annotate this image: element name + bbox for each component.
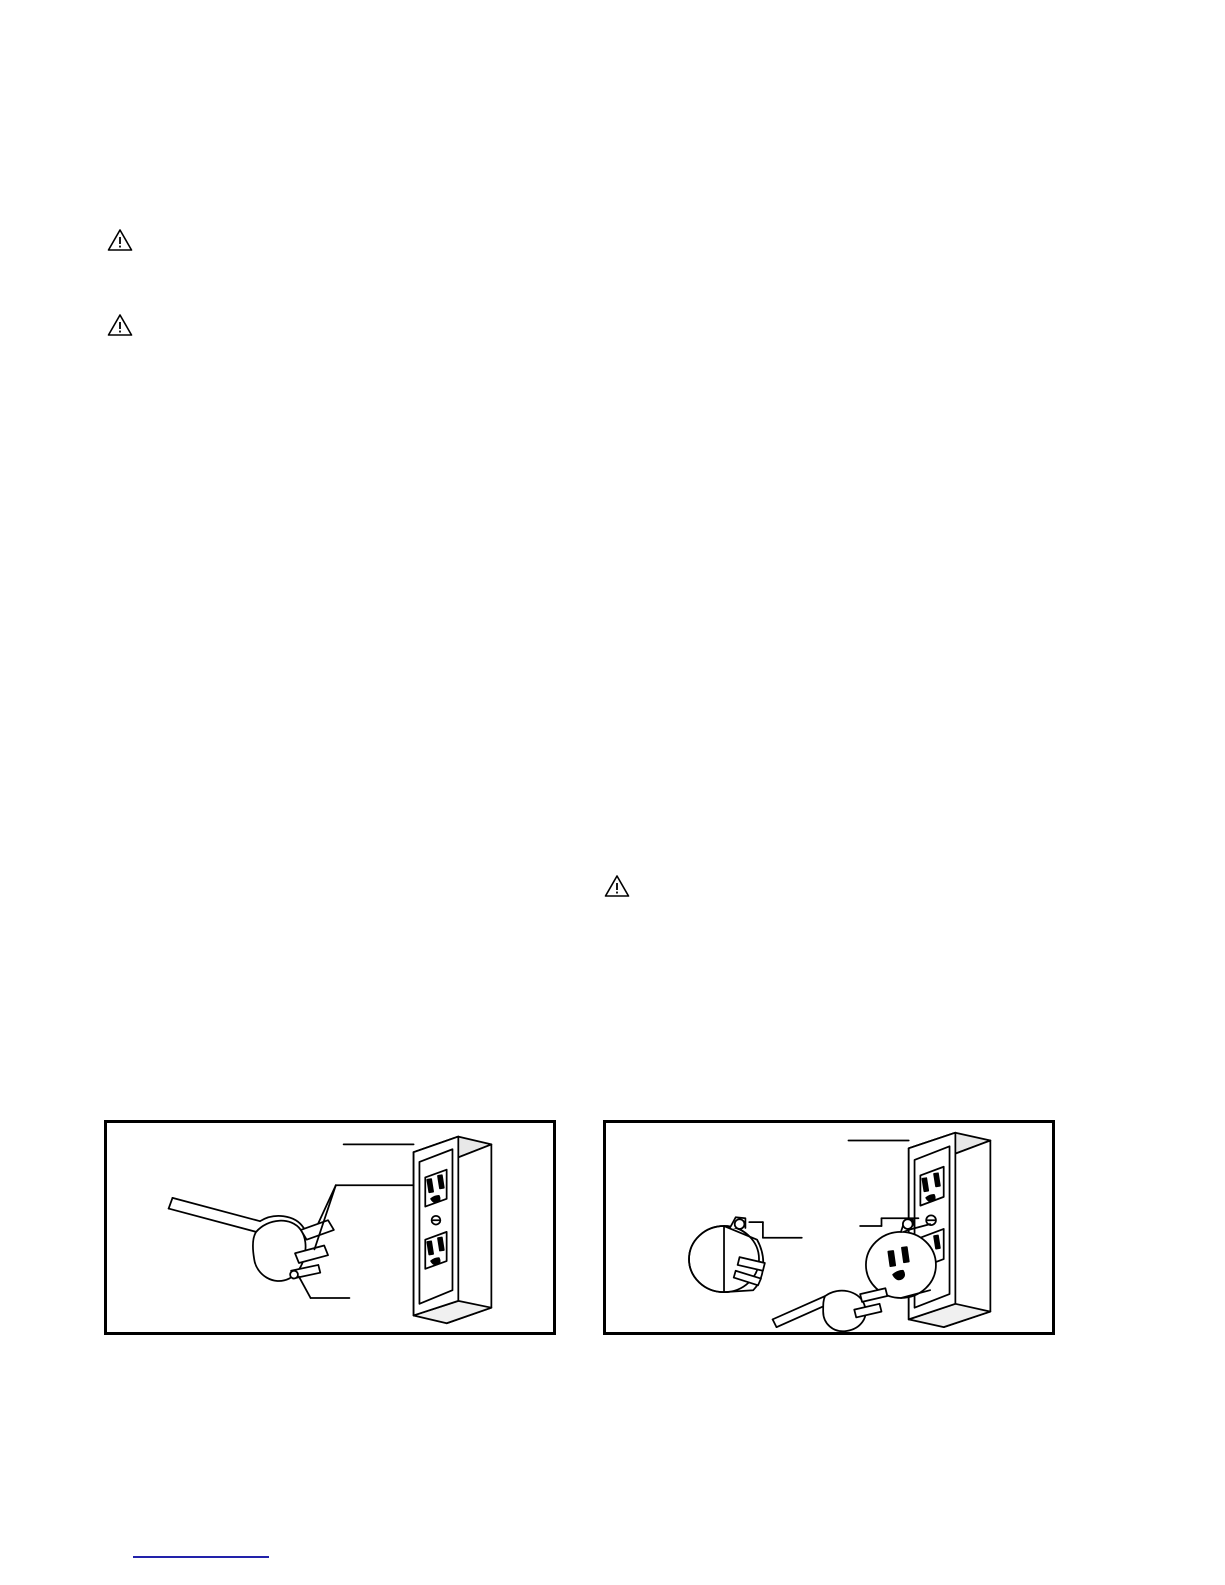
adapter-and-outlet-illustration [603, 1120, 1055, 1335]
grounded-plug-and-outlet-illustration [104, 1120, 556, 1335]
warning-triangle-icon [107, 228, 133, 252]
warning-triangle-icon [107, 313, 133, 337]
warning-triangle-icon [604, 874, 630, 898]
footer-link[interactable] [133, 1556, 269, 1558]
